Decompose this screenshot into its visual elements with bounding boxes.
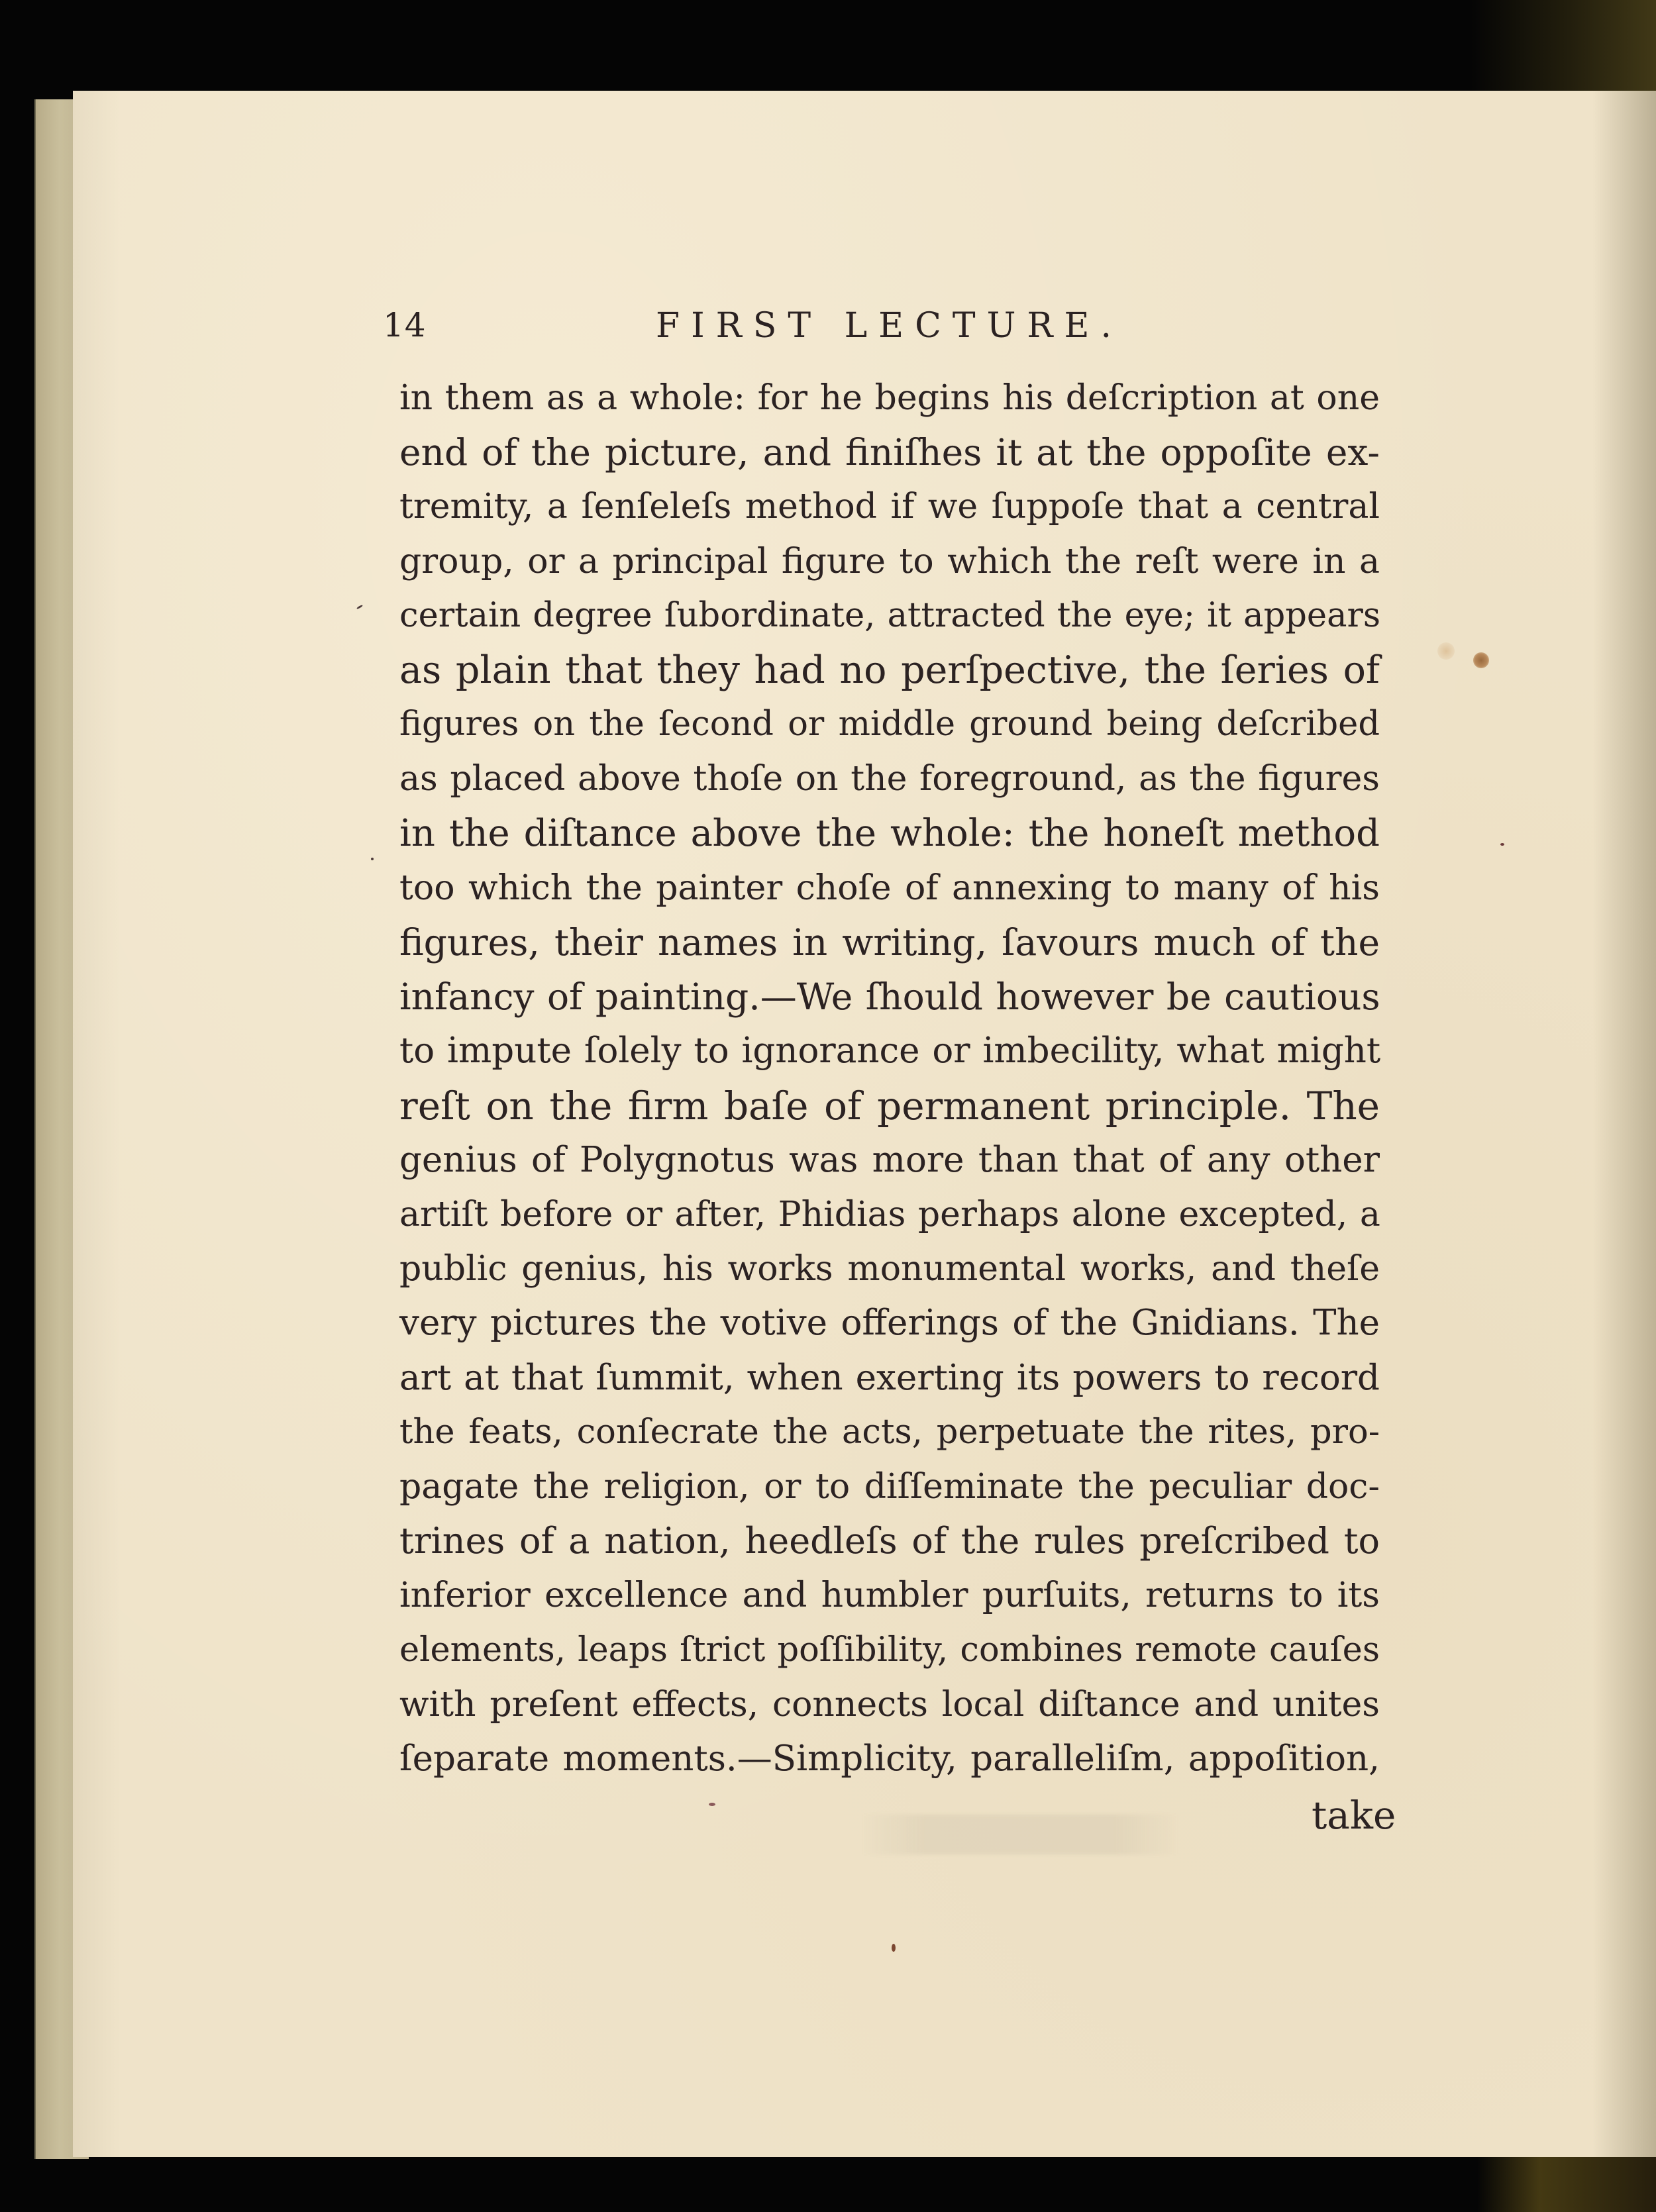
text-line: elements, leaps ſtrict poſſibility, combines remote cauſes [399, 1631, 1380, 1670]
text-line: end of the picture, and finiſhes it at the oppoſite ex- [399, 431, 1380, 474]
text-line: reſt on the firm baſe of permanent principle. The [399, 1083, 1380, 1129]
text-line: genius of Polygnotus was more than that of any other [399, 1140, 1380, 1180]
running-title: FIRST LECTURE. [656, 306, 1123, 346]
binding-edge-top [1471, 0, 1656, 93]
text-line: inferior excellence and humbler purſuits, returns to its [399, 1576, 1380, 1615]
text-line: public genius, his works monumental works, and theſe [399, 1249, 1380, 1289]
text-line: group, or a principal figure to which the reſt were in a [399, 542, 1380, 581]
text-line: the feats, conſecrate the acts, perpetuate the rites, pro- [399, 1413, 1380, 1452]
text-line: tremity, a ſenſeleſs method if we ſuppoſe that a central [399, 487, 1380, 527]
text-line: as placed above thoſe on the foreground, as the figures [399, 759, 1380, 799]
paper-speck [709, 1803, 715, 1806]
text-line: with preſent effects, connects local diſtance and unites [399, 1685, 1380, 1725]
text-line: very pictures the votive offerings of the Gnidians. The [399, 1303, 1380, 1343]
page-number: 14 [383, 306, 427, 344]
paper-speck [371, 858, 374, 860]
text-line: artiſt before or after, Phidias perhaps alone excepted, a [399, 1195, 1380, 1234]
text-line: infancy of painting.—We ſhould however be cautious [399, 976, 1380, 1018]
foxing-spot [1473, 652, 1489, 668]
catchword: take [1312, 1793, 1396, 1838]
text-line: trines of a nation, heedleſs of the rules preſcribed to [399, 1520, 1380, 1562]
text-line: art at that ſummit, when exerting its powers to record [399, 1358, 1380, 1398]
text-line: figures on the ſecond or middle ground being deſcribed [399, 705, 1380, 744]
paper-speck [892, 1944, 896, 1952]
foxing-spot [1437, 642, 1455, 660]
text-line: pagate the religion, or to diſſeminate the peculiar doc- [399, 1467, 1380, 1507]
text-line: ſeparate moments.—Simplicity, paralleliſm, appoſition, [399, 1738, 1380, 1779]
text-line: to impute ſolely to ignorance or imbecility, what might [399, 1031, 1381, 1071]
text-line: certain degree ſubordinate, attracted the eye; it appears [399, 596, 1381, 635]
show-through-text [861, 1815, 1179, 1854]
text-line: too which the painter choſe of annexing to many of his [399, 868, 1380, 908]
paper-speck [1500, 843, 1504, 846]
text-line: in them as a whole: for he begins his deſcription at one [399, 378, 1380, 418]
text-line: in the diſtance above the whole: the honeſt method [399, 812, 1380, 855]
text-line: as plain that they had no perſpective, the ſeries of [399, 648, 1380, 692]
text-line: figures, their names in writing, ſavours much of the [399, 921, 1380, 964]
